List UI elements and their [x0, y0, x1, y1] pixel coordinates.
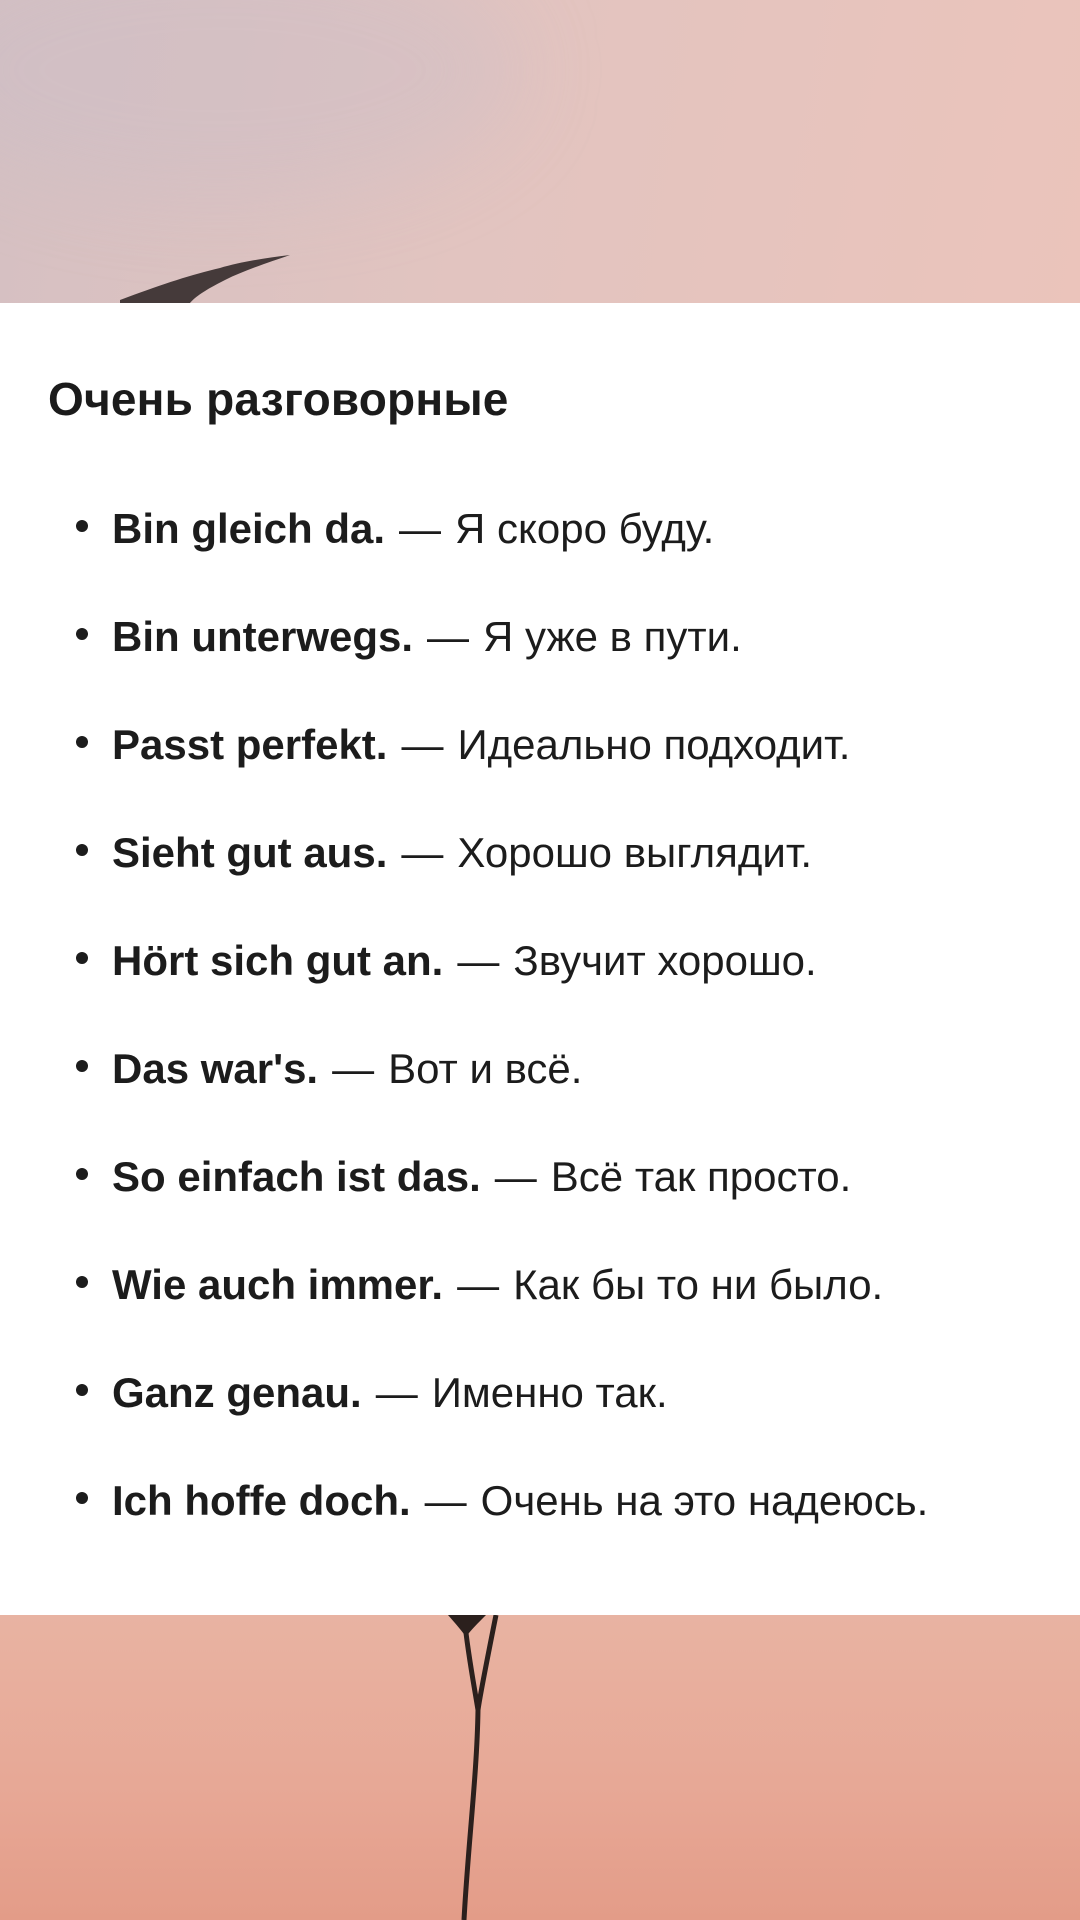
phrase-russian: Вот и всё.	[388, 1045, 583, 1092]
bird-silhouette	[0, 0, 1080, 303]
phrase-russian: Именно так.	[431, 1369, 668, 1416]
bullet-icon	[72, 1261, 92, 1303]
phrase-dash: —	[399, 505, 442, 552]
list-item	[0, 1261, 1080, 1369]
phrase-russian: Звучит хорошо.	[513, 937, 817, 984]
bullet-icon	[72, 1369, 92, 1411]
phrase-russian: Как бы то ни было.	[513, 1261, 884, 1308]
list-item	[0, 829, 1080, 937]
phrase-dash: —	[375, 1369, 418, 1416]
list-item	[0, 1045, 1080, 1153]
list-item	[0, 613, 1080, 721]
list-item	[0, 505, 1080, 613]
phrase-german: Bin unterwegs.	[112, 613, 414, 660]
phrase-dash: —	[332, 1045, 375, 1092]
phrase-dash: —	[401, 829, 444, 876]
background-photo-bottom	[0, 1615, 1080, 1920]
phrase-russian: Я уже в пути.	[483, 613, 742, 660]
phrase-german: Sieht gut aus.	[112, 829, 388, 876]
phrase-russian: Очень на это надеюсь.	[480, 1477, 929, 1524]
phrase-dash: —	[457, 1261, 500, 1308]
bullet-icon	[72, 937, 92, 979]
list-item	[0, 1369, 1080, 1477]
background-photo-top	[0, 0, 1080, 303]
bullet-icon	[72, 505, 92, 547]
phrase-german: Ich hoffe doch.	[112, 1477, 411, 1524]
phrase-german: Das war's.	[112, 1045, 319, 1092]
phrase-german: Ganz genau.	[112, 1369, 362, 1416]
phrase-german: Bin gleich da.	[112, 505, 386, 552]
bullet-icon	[72, 1045, 92, 1087]
phrase-german: Passt perfekt.	[112, 721, 388, 768]
phrase-german: Hört sich gut an.	[112, 937, 444, 984]
phrase-list	[0, 505, 1080, 1585]
phrase-russian: Идеально подходит.	[457, 721, 851, 768]
phrase-dash: —	[424, 1477, 467, 1524]
phrase-russian: Хорошо выглядит.	[457, 829, 813, 876]
list-item	[0, 1153, 1080, 1261]
phrase-dash: —	[457, 937, 500, 984]
phrase-russian: Я скоро буду.	[455, 505, 715, 552]
section-heading: Очень разговорные	[48, 373, 509, 425]
phrase-dash: —	[401, 721, 444, 768]
phrase-dash: —	[494, 1153, 537, 1200]
list-item	[0, 937, 1080, 1045]
bullet-icon	[72, 613, 92, 655]
list-item	[0, 1477, 1080, 1585]
phrase-russian: Всё так просто.	[550, 1153, 852, 1200]
bullet-icon	[72, 1153, 92, 1195]
list-item	[0, 721, 1080, 829]
flower-stem-silhouette	[0, 1615, 1080, 1920]
phrase-dash: —	[427, 613, 470, 660]
phrase-german: So einfach ist das.	[112, 1153, 481, 1200]
bullet-icon	[72, 829, 92, 871]
bullet-icon	[72, 1477, 92, 1519]
phrase-german: Wie auch immer.	[112, 1261, 444, 1308]
bullet-icon	[72, 721, 92, 763]
